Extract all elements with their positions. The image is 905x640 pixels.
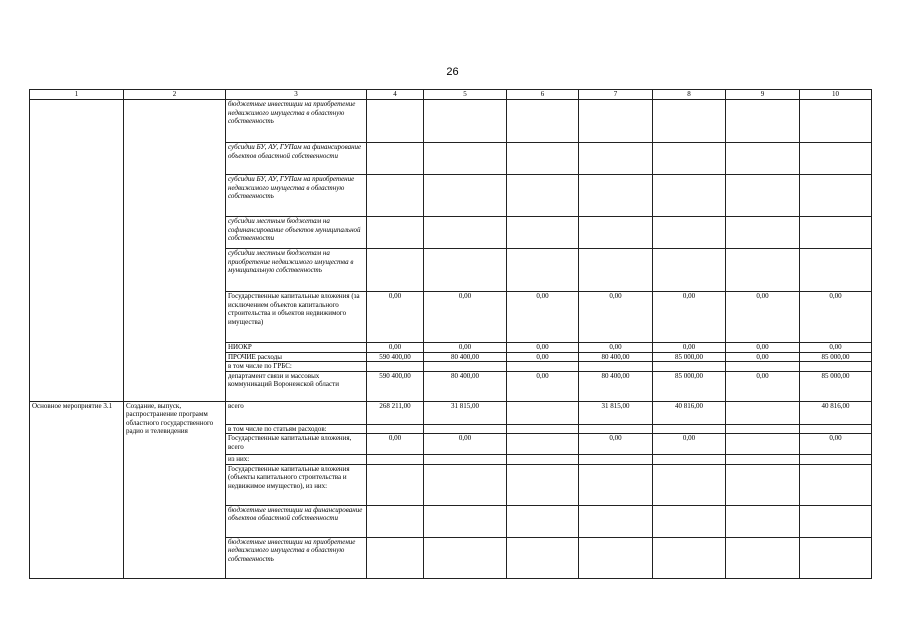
cell-value: 0,00 bbox=[726, 352, 800, 362]
cell-value: 80 400,00 bbox=[424, 371, 507, 401]
table-row bbox=[30, 401, 872, 424]
row-label: Государственные капитальные вложения, всего bbox=[226, 434, 367, 455]
main-event-name: Основное мероприятие 3.1 bbox=[30, 401, 124, 578]
row-label: бюджетные инвестиции на приобретение недвижимого имущества в областную собственность bbox=[226, 537, 367, 578]
cell-value: 0,00 bbox=[424, 434, 507, 455]
cell-value: 40 816,00 bbox=[800, 401, 872, 424]
row-label: из них: bbox=[226, 455, 367, 465]
cell-value: 31 815,00 bbox=[579, 401, 653, 424]
cell-value: 0,00 bbox=[367, 434, 424, 455]
cell-value: 0,00 bbox=[579, 434, 653, 455]
col-header-6: 6 bbox=[507, 90, 579, 100]
cell-value: 0,00 bbox=[507, 352, 579, 362]
cell-value: 85 000,00 bbox=[653, 371, 726, 401]
row-label: Государственные капитальные вложения (за исключением объектов капитального строительства и объектов недвижимого имущества) bbox=[226, 292, 367, 343]
col-header-9: 9 bbox=[726, 90, 800, 100]
col-header-2: 2 bbox=[124, 90, 226, 100]
cell-value: 0,00 bbox=[579, 292, 653, 343]
cell-description-blank bbox=[124, 100, 226, 402]
cell-value: 0,00 bbox=[653, 292, 726, 343]
cell-value: 85 000,00 bbox=[800, 371, 872, 401]
cell-value: 0,00 bbox=[726, 343, 800, 353]
cell-value: 80 400,00 bbox=[579, 352, 653, 362]
cell-value: 0,00 bbox=[800, 343, 872, 353]
col-header-3: 3 bbox=[226, 90, 367, 100]
row-label: бюджетные инвестиции на финансирование объектов областной собственности bbox=[226, 505, 367, 537]
cell-value: 268 211,00 bbox=[367, 401, 424, 424]
cell-value: 0,00 bbox=[424, 343, 507, 353]
cell-value: 0,00 bbox=[726, 371, 800, 401]
col-header-7: 7 bbox=[579, 90, 653, 100]
cell-value: 31 815,00 bbox=[424, 401, 507, 424]
row-label: субсидии БУ, АУ, ГУПам на финансирование объектов областной собственности bbox=[226, 143, 367, 175]
col-header-4: 4 bbox=[367, 90, 424, 100]
cell-value: 40 816,00 bbox=[653, 401, 726, 424]
cell-value: 85 000,00 bbox=[800, 352, 872, 362]
cell-value: 590 400,00 bbox=[367, 371, 424, 401]
row-label: всего bbox=[226, 401, 367, 424]
cell-value: 0,00 bbox=[367, 292, 424, 343]
cell-value: 0,00 bbox=[800, 434, 872, 455]
cell-value: 0,00 bbox=[726, 292, 800, 343]
budget-table bbox=[29, 89, 872, 579]
col-header-10: 10 bbox=[800, 90, 872, 100]
cell-value: 0,00 bbox=[800, 292, 872, 343]
cell-value: 80 400,00 bbox=[424, 352, 507, 362]
main-event-description: Создание, выпуск, распространение программ областного государственного радио и телевидения bbox=[124, 401, 226, 578]
col-header-1: 1 bbox=[30, 90, 124, 100]
cell-value: 0,00 bbox=[507, 371, 579, 401]
cell-event-blank bbox=[30, 100, 124, 402]
row-label: субсидии местным бюджетам на софинансирование объектов муниципальной собственности bbox=[226, 217, 367, 249]
cell-value: 0,00 bbox=[653, 343, 726, 353]
row-label: бюджетные инвестиции на приобретение недвижимого имущества в областную собственность bbox=[226, 100, 367, 143]
row-label: субсидии БУ, АУ, ГУПам на приобретение недвижимого имущества в областную собственность bbox=[226, 175, 367, 217]
page-number: 26 bbox=[446, 66, 459, 78]
row-label: ПРОЧИЕ расходы bbox=[226, 352, 367, 362]
cell-value: 0,00 bbox=[579, 343, 653, 353]
table-row bbox=[30, 100, 872, 143]
cell-value: 80 400,00 bbox=[579, 371, 653, 401]
cell-value: 0,00 bbox=[424, 292, 507, 343]
cell-value: 0,00 bbox=[653, 434, 726, 455]
row-label: Государственные капитальные вложения (объекты капитального строительства и недвижимое имущество), из них: bbox=[226, 464, 367, 505]
cell-value: 0,00 bbox=[507, 292, 579, 343]
row-label: НИОКР bbox=[226, 343, 367, 353]
row-label: департамент связи и массовых коммуникаций Воронежской области bbox=[226, 371, 367, 401]
row-label: в том числе по ГРБС: bbox=[226, 362, 367, 372]
col-header-5: 5 bbox=[424, 90, 507, 100]
cell-value: 0,00 bbox=[367, 343, 424, 353]
cell-value: 0,00 bbox=[507, 343, 579, 353]
row-label: в том числе по статьям расходов: bbox=[226, 424, 367, 434]
col-header-8: 8 bbox=[653, 90, 726, 100]
row-label: субсидии местным бюджетам на приобретение недвижимого имущества в муниципальную собственность bbox=[226, 249, 367, 292]
column-number-header bbox=[30, 90, 872, 100]
cell-value: 85 000,00 bbox=[653, 352, 726, 362]
cell-value: 590 400,00 bbox=[367, 352, 424, 362]
